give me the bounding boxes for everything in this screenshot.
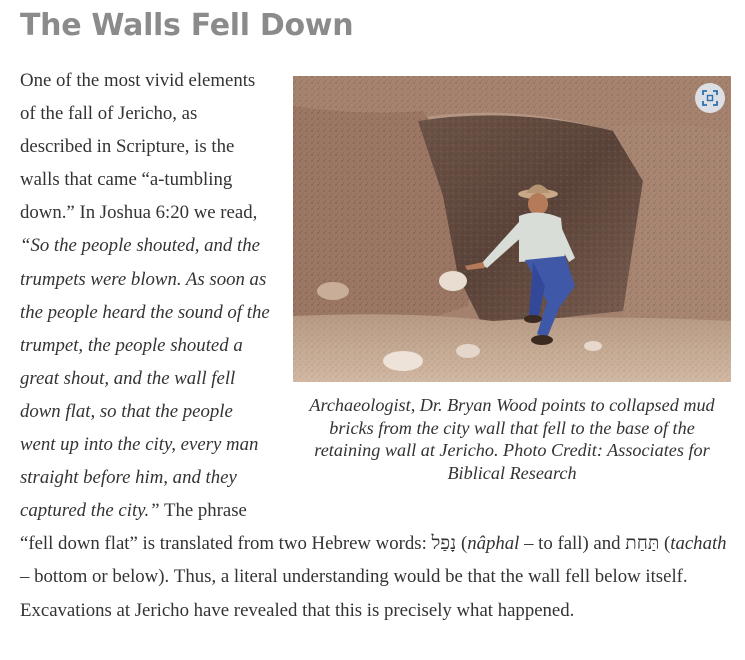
paragraph-intro: One of the most vivid elements of the fall of Jericho, as described in Scripture, is the walls that came “a-tumbling down.” In Joshua 6:20 we read, xyxy=(20,70,258,224)
expand-icon xyxy=(702,90,718,106)
article-body xyxy=(20,64,732,627)
hebrew-word-naphal: nâphal xyxy=(467,533,520,555)
excavation-photo[interactable] xyxy=(293,76,731,382)
hebrew-word-tachath: tachath xyxy=(670,533,727,555)
paragraph-translation: The phrase “fell down flat” is translated from two Hebrew words: נָפַל ( xyxy=(20,500,468,555)
section-heading: The Walls Fell Down xyxy=(20,8,354,43)
photo-figure xyxy=(292,76,732,485)
excavation-image xyxy=(293,76,731,382)
scripture-quote: “So the people shouted, and the trumpets were blown. As soon as the people heard the sound of the trumpet, the people shouted a great shout, and the wall fell down flat, so that the people went up into the city, every man straight before him, and they captured the city.” xyxy=(20,235,270,522)
paragraph-translation-2: – to fall) and תַּחַת ( xyxy=(519,533,671,555)
paragraph-conclusion: – bottom or below). Thus, a literal understanding would be that the wall fell below itself. Excavations at Jericho have revealed that this is precisely what happened. xyxy=(20,566,688,621)
expand-image-button[interactable] xyxy=(695,83,725,113)
photo-caption: Archaeologist, Dr. Bryan Wood points to collapsed mud bricks from the city wall that fell to the base of the retaining wall at Jericho. Photo Credit: Associates for Biblical Research xyxy=(309,395,715,484)
